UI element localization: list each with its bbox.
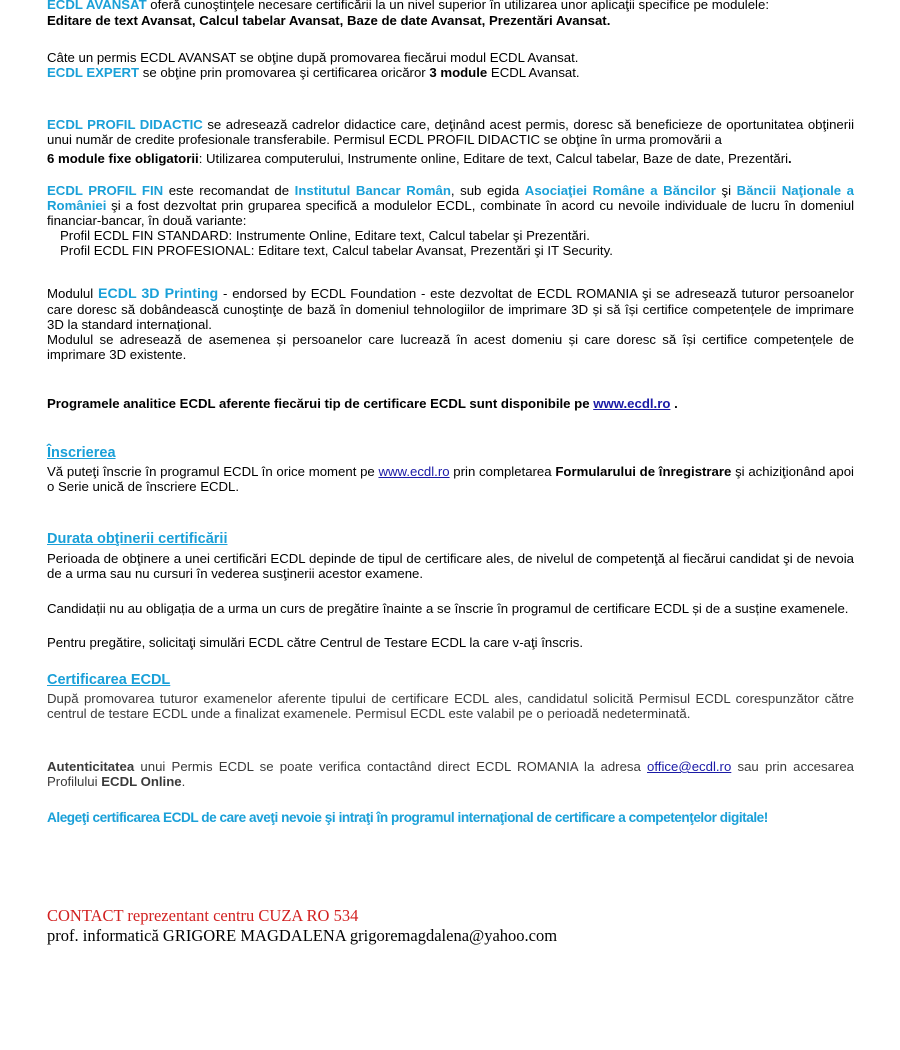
certificarea-paragraph: După promovarea tuturor examenelor aferente tipului de certificare ECDL ales, candidatul solicită Permisul ECDL corespunzător către centrul de testare ECDL unde a finalizat examenele. Permisul ECDL este valabil pe o perioadă nedeterminată. (47, 691, 854, 721)
programe-text: Programele analitice ECDL aferente fiecărui tip de certificare ECDL sunt disponibile pe (47, 396, 594, 411)
autenticitatea-end: . (181, 774, 186, 789)
expert-post: ECDL Avansat. (487, 65, 580, 80)
printing-term: ECDL 3D Printing (97, 286, 219, 302)
profil-didactic-paragraph (47, 117, 854, 147)
inscrierea-text-2: prin completarea (449, 464, 556, 479)
programe-link[interactable]: www.ecdl.ro (593, 396, 671, 411)
profil-fin-text-1: este recomandat de (163, 183, 295, 198)
profil-fin-text-4: şi a fost dezvoltat prin gruparea specifică a modulelor ECDL, combinate în acord cu nevoile individuale de lucru în domeniul financiar-bancar, în două variante: (47, 198, 854, 228)
autenticitatea-bold: Autenticitatea (47, 759, 135, 774)
expert-pre: se obţine prin promovarea şi certificarea oricăror (139, 65, 430, 80)
avansat-paragraph (47, 0, 854, 28)
profil-fin-text-2: , sub egida (450, 183, 525, 198)
profil-fin-paragraph (47, 183, 854, 258)
avansat-permit-paragraph (47, 50, 854, 80)
autenticitatea-paragraph (47, 759, 854, 789)
expert-term: ECDL EXPERT (47, 65, 140, 80)
profil-fin-term: ECDL PROFIL FIN (47, 183, 164, 198)
durata-heading: Durata obţinerii certificării (47, 531, 228, 547)
institutul-bancar: Institutul Bancar Român (294, 183, 451, 198)
profil-didactic-end: . (788, 151, 792, 166)
programe-end: . (670, 396, 678, 411)
durata-paragraph-3: Pentru pregătire, solicitaţi simulări ECDL către Centrul de Testare ECDL la care v-aţi înscris. (47, 635, 584, 650)
printing-text-2: Modulul se adresează de asemenea și persoanelor care lucrează în acest domeniu și care doresc să își certifice competențele de imprimare 3D existente. (47, 332, 854, 362)
printing-paragraph (47, 286, 854, 362)
inscrierea-link[interactable]: www.ecdl.ro (378, 464, 450, 479)
autenticitatea-text-1: unui Permis ECDL se poate verifica contactând direct ECDL ROMANIA la adresa (134, 759, 648, 774)
durata-paragraph-1: Perioada de obţinere a unei certificări ECDL depinde de tipul de certificare ales, de nivelul de competenţă al fiecărui candidat şi de nevoia de a urma sau nu cursuri în vederea susţinerii acestor examene. (47, 551, 854, 581)
inscrierea-heading: Înscrierea (47, 445, 116, 461)
inscrierea-text-3: şi achiziţionând apoi o Serie unică de înscriere ECDL. (47, 464, 854, 494)
contact-line-1: CONTACT reprezentant centru CUZA RO 534 (47, 906, 359, 925)
profil-fin-text-3: şi (715, 183, 737, 198)
profil-fin-standard: Profil ECDL FIN STANDARD: Instrumente Online, Editare text, Calcul tabelar şi Prezentări. (60, 228, 590, 243)
certificarea-heading: Certificarea ECDL (47, 672, 171, 688)
asociatia-bancilor: Asociaţiei Române a Băncilor (524, 183, 716, 198)
ecdl-online-bold: ECDL Online (101, 774, 182, 789)
durata-paragraph-2: Candidații nu au obligația de a urma un curs de pregătire înainte a se înscrie în programul de certificare ECDL și de a susține examenele. (47, 601, 849, 616)
profil-didactic-text: se adresează cadrelor didactice care, deţinând acest permis, doresc să beneficieze de oportunitatea obţinerii unui număr de credite profesionale transferabile. Permisul ECDL PROFIL DIDACTIC se obţine în urma promovării a (47, 117, 854, 147)
programe-paragraph (47, 396, 854, 411)
profil-didactic-list: : Utilizarea computerului, Instrumente online, Editare de text, Calcul tabelar, Baze de date, Prezentări (198, 151, 789, 166)
avansat-permit-text: Câte un permis ECDL AVANSAT se obţine după promovarea fiecărui modul ECDL Avansat. (47, 50, 579, 65)
contact-line-2: prof. informatică GRIGORE MAGDALENA grigoremagdalena@yahoo.com (47, 926, 558, 945)
printing-text: - endorsed by ECDL Foundation - este dezvoltat de ECDL ROMANIA şi se adresează tuturor persoanelor care doresc să dobândească cunoştinţe de bază în domeniul tehnologiilor de imprimare 3D și să își certifice competențele de imprimare 3D la standard internațional. (47, 286, 854, 332)
inscrierea-text-1: Vă puteţi înscrie în programul ECDL în orice moment pe (47, 464, 379, 479)
avansat-term: ECDL AVANSAT (47, 0, 147, 12)
inscrierea-paragraph (47, 464, 854, 494)
banca-nationala: Băncii Naţionale a României (47, 183, 855, 213)
profil-fin-profesional: Profil ECDL FIN PROFESIONAL: Editare text, Calcul tabelar Avansat, Prezentări şi IT Security. (60, 243, 613, 258)
profil-didactic-term: ECDL PROFIL DIDACTIC (47, 117, 203, 132)
profil-didactic-bold: 6 module fixe obligatorii (47, 151, 199, 166)
avansat-modules: Editare de text Avansat, Calcul tabelar Avansat, Baze de date Avansat, Prezentări Avansat. (47, 13, 611, 28)
expert-bold: 3 module (429, 65, 488, 80)
profil-didactic-modules (47, 151, 854, 166)
formular-inregistrare: Formularului de înregistrare (555, 464, 732, 479)
autenticitatea-text-2: sau prin accesarea Profilului (47, 759, 854, 789)
printing-pre: Modulul (47, 286, 98, 301)
avansat-text: oferă cunoştinţele necesare certificării la un nivel superior în utilizarea unor aplicaţii specifice pe modulele: (146, 0, 769, 12)
office-email-link[interactable]: office@ecdl.ro (647, 759, 732, 774)
final-call: Alegeţi certificarea ECDL de care aveţi nevoie şi intraţi în programul internaţional de certificare a competenţelor digitale! (47, 810, 768, 825)
